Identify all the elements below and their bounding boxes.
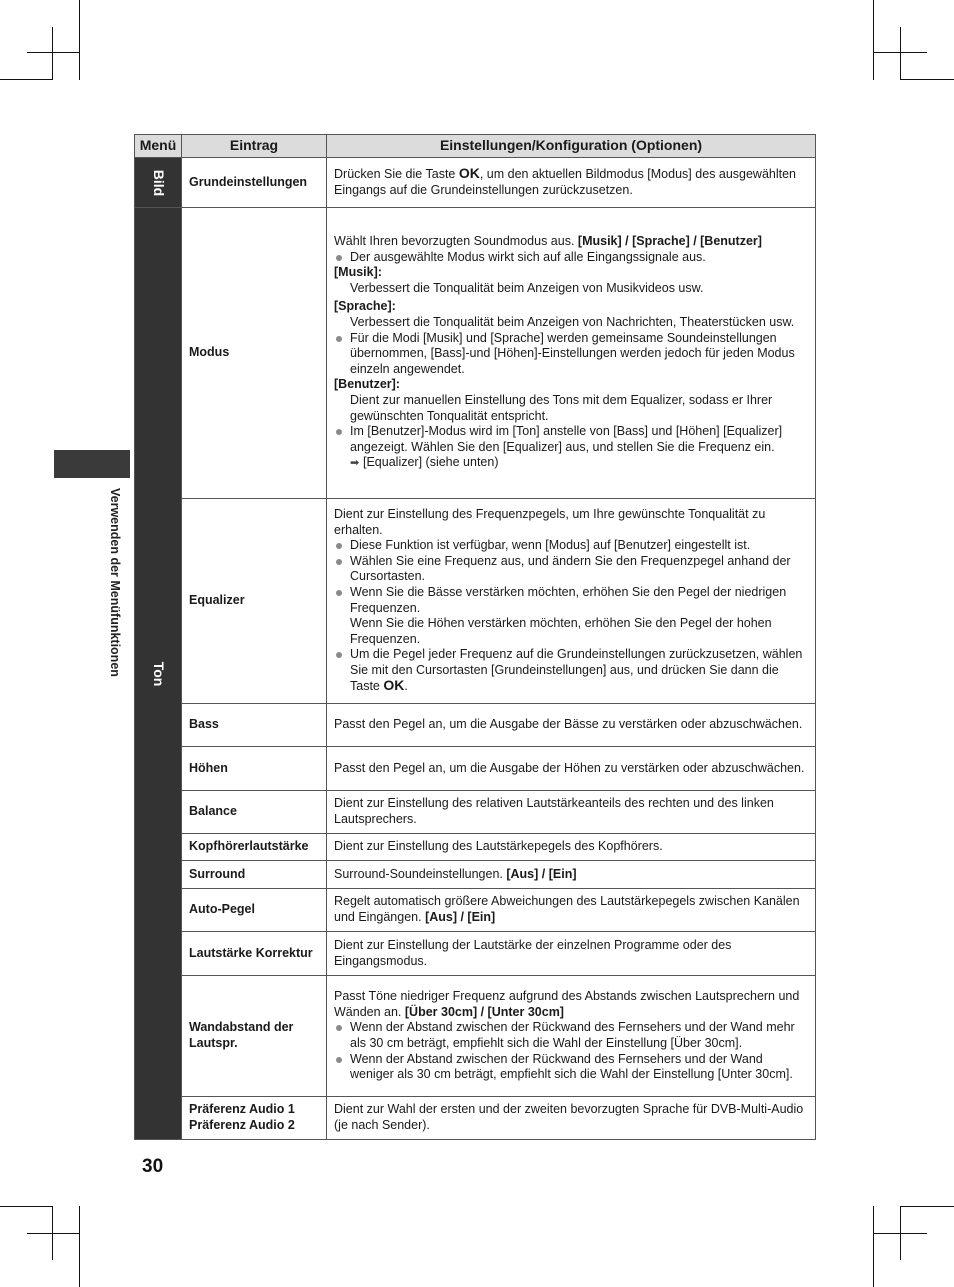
desc-auto-pegel: Regelt automatisch größere Abweichungen des Lautstärkepegels zwischen Kanälen und Eingängen. [Aus] / [Ein] [327, 889, 816, 932]
crop-mark [0, 1206, 53, 1207]
bullet: Wählen Sie eine Frequenz aus, und ändern Sie den Frequenzpegel anhand der Cursortasten. [334, 554, 808, 585]
item-bass: Bass [182, 704, 327, 747]
table-row [135, 499, 816, 704]
header-menu: Menü [135, 135, 182, 158]
crop-mark [873, 1233, 927, 1234]
crop-mark [900, 27, 901, 80]
desc-praeferenz-audio: Dient zur Wahl der ersten und der zweiten bevorzugten Sprache für DVB-Multi-Audio (je nach Sender). [327, 1097, 816, 1140]
crop-mark [0, 79, 53, 80]
table-row [135, 747, 816, 791]
reference: ➡ [Equalizer] (siehe unten) [334, 455, 808, 472]
desc-equalizer: Dient zur Einstellung des Frequenzpegels, um Ihre gewünschte Tonqualität zu erhalten. Diese Funktion ist verfügbar, wenn [Modus] auf [Benutzer] eingestellt ist. Wählen Sie eine Frequenz aus, und ändern Sie den Frequenzpegel anhand der Cursortasten. Wenn Sie die Bässe verstärken möchten, erhöhen Sie den Pegel der niedrigen Frequenzen. Wenn Sie die Höhen verstärken möchten, erhöhen Sie den Pegel der hohen Frequenzen. Um die Pegel jeder Frequenz auf die Grundeinstellungen zurückzusetzen, wählen Sie mit den Cursortasten [Grundeinstellungen] aus, und drücken Sie dann die Taste OK. [327, 499, 816, 704]
group-ton [135, 208, 182, 1140]
desc-kopfhoererlautstaerke: Dient zur Einstellung des Lautstärkepegels des Kopfhörers. [327, 834, 816, 861]
group-bild [135, 158, 182, 208]
desc-lautstaerke-korrektur: Dient zur Einstellung der Lautstärke der einzelnen Programme oder des Eingangsmodus. [327, 932, 816, 976]
crop-mark [900, 1206, 954, 1207]
ok-key: OK [383, 677, 405, 694]
header-eintrag: Eintrag [182, 135, 327, 158]
group-label: Ton [150, 661, 167, 686]
bullet: Für die Modi [Musik] und [Sprache] werden gemeinsame Soundeinstellungen übernommen, [Bass]-und [Höhen]-Einstellungen werden jedoch für jeden Modus einzeln angewendet. [334, 331, 808, 378]
table-row [135, 704, 816, 747]
chapter-label: Verwenden der Menüfunktionen [108, 488, 122, 677]
table-header-row [135, 135, 816, 158]
desc-grundeinstellungen: Drücken Sie die Taste OK, um den aktuellen Bildmodus [Modus] des ausgewählten Eingangs auf die Grundeinstellungen zurückzusetzen. [327, 158, 816, 208]
bullet: Im [Benutzer]-Modus wird im [Ton] anstelle von [Bass] und [Höhen] [Equalizer] angezeigt. Wählen Sie den [Equalizer] aus, und stellen Sie die Frequenz ein. [334, 424, 808, 455]
desc-surround: Surround-Soundeinstellungen. [Aus] / [Ein] [327, 861, 816, 889]
item-equalizer: Equalizer [182, 499, 327, 704]
item-wandabstand: Wandabstand der Lautspr. [182, 976, 327, 1097]
table-row [135, 861, 816, 889]
item-grundeinstellungen: Grundeinstellungen [182, 158, 327, 208]
table-row [135, 158, 816, 208]
table-row [135, 932, 816, 976]
crop-mark [79, 0, 80, 80]
page-number: 30 [142, 1156, 164, 1177]
group-label: Bild [150, 169, 167, 196]
ok-key: OK [458, 165, 480, 182]
crop-mark [52, 27, 53, 80]
desc-modus: Wählt Ihren bevorzugten Soundmodus aus. [Musik] / [Sprache] / [Benutzer] Der ausgewählte Modus wirkt sich auf alle Eingangssignale aus. [Musik]: Verbessert die Tonqualität beim Anzeigen von Musikvideos usw. [Sprache]: Verbessert die Tonqualität beim Anzeigen von Nachrichten, Theaterstücken usw. Für die Modi [Musik] und [Sprache] werden gemeinsame Soundeinstellungen übernommen, [Bass]-und [Höhen]-Einstellungen werden jedoch für jeden Modus einzeln angewendet. [Benutzer]: Dient zur manuellen Einstellung des Tons mit dem Equalizer, sodass er Ihrer gewünschten Tonqualität entspricht. Im [Benutzer]-Modus wird im [Ton] anstelle von [Bass] und [Höhen] [Equalizer] angezeigt. Wählen Sie den [Equalizer] aus, und stellen Sie die Frequenz ein. ➡ [Equalizer] (siehe unten) [327, 208, 816, 499]
crop-mark [873, 1206, 874, 1287]
bullet: Der ausgewählte Modus wirkt sich auf alle Eingangssignale aus. [334, 250, 808, 266]
table-row [135, 208, 816, 499]
item-modus: Modus [182, 208, 327, 499]
bullet: Wenn der Abstand zwischen der Rückwand des Fernsehers und der Wand weniger als 30 cm beträgt, empfiehlt sich die Wahl der Einstellung [Unter 30cm]. [334, 1052, 808, 1083]
table-row [135, 889, 816, 932]
crop-mark [27, 52, 80, 53]
crop-mark [79, 1206, 80, 1287]
item-kopfhoererlautstaerke: Kopfhörerlautstärke [182, 834, 327, 861]
desc-bass: Passt den Pegel an, um die Ausgabe der Bässe zu verstärken oder abzuschwächen. [327, 704, 816, 747]
desc-hoehen: Passt den Pegel an, um die Ausgabe der Höhen zu verstärken oder abzuschwächen. [327, 747, 816, 791]
item-auto-pegel: Auto-Pegel [182, 889, 327, 932]
item-balance: Balance [182, 791, 327, 834]
bullet: Um die Pegel jeder Frequenz auf die Grundeinstellungen zurückzusetzen, wählen Sie mit den Cursortasten [Grundeinstellungen] aus, und drücken Sie dann die Taste OK. [334, 647, 808, 695]
header-einstellungen: Einstellungen/Konfiguration (Optionen) [327, 135, 816, 158]
table-row [135, 1097, 816, 1140]
chapter-tab [54, 450, 130, 478]
crop-mark [27, 1233, 80, 1234]
desc-balance: Dient zur Einstellung des relativen Lautstärkeanteils des rechten und des linken Lautsprechers. [327, 791, 816, 834]
item-lautstaerke-korrektur: Lautstärke Korrektur [182, 932, 327, 976]
desc-wandabstand: Passt Töne niedriger Frequenz aufgrund des Abstands zwischen Lautsprechern und Wänden an. [Über 30cm] / [Unter 30cm] Wenn der Abstand zwischen der Rückwand des Fernsehers und der Wand mehr als 30 cm beträgt, empfiehlt sich die Wahl der Einstellung [Über 30cm]. Wenn der Abstand zwischen der Rückwand des Fernsehers und der Wand weniger als 30 cm beträgt, empfiehlt sich die Wahl der Einstellung [Unter 30cm]. [327, 976, 816, 1097]
crop-mark [873, 52, 927, 53]
item-praeferenz-audio: Präferenz Audio 1 Präferenz Audio 2 [182, 1097, 327, 1140]
item-surround: Surround [182, 861, 327, 889]
crop-mark [873, 0, 874, 80]
crop-mark [900, 79, 954, 80]
bullet: Wenn Sie die Bässe verstärken möchten, erhöhen Sie den Pegel der niedrigen Frequenzen. [334, 585, 808, 616]
table-row [135, 834, 816, 861]
arrow-right-icon: ➡ [350, 457, 360, 470]
table-row [135, 976, 816, 1097]
bullet: Diese Funktion ist verfügbar, wenn [Modus] auf [Benutzer] eingestellt ist. [334, 538, 808, 554]
bullet: Wenn der Abstand zwischen der Rückwand des Fernsehers und der Wand mehr als 30 cm beträgt, empfiehlt sich die Wahl der Einstellung [Über 30cm]. [334, 1020, 808, 1051]
item-hoehen: Höhen [182, 747, 327, 791]
table-row [135, 791, 816, 834]
menu-table [134, 134, 816, 1140]
